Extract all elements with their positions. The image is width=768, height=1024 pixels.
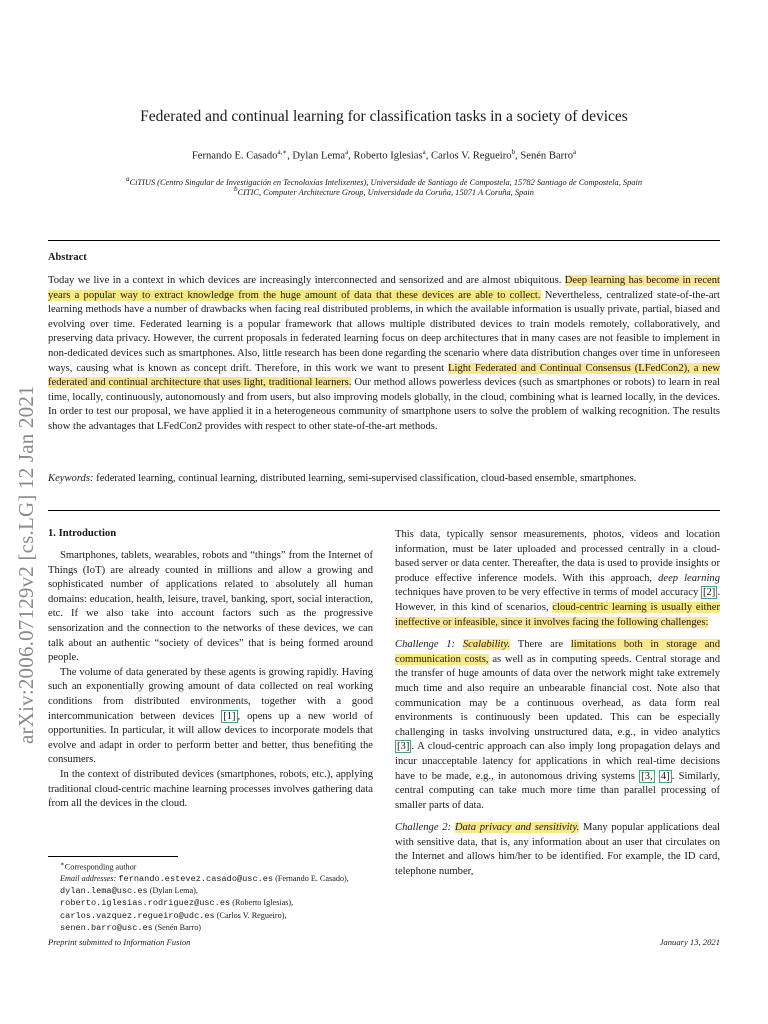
paragraph: Smartphones, tablets, wearables, robots and “things” from the Internet of Things (IoT) are already counted in millions and allow a growing and sophisticated number of applications related to absolutely all human domains: education, health, leisure, travel, banking, sport, social interaction, etc. If we also take into account factors such as the progressive sensorization and the connection to the networks of these devices, we can talk about an authentic “society of devices” that is being formed around people. [48,550,373,664]
footnotes [48,859,373,934]
paragraph-text: . However, in this kind of scenarios, [395,587,720,613]
keywords-label: Keywords: [48,473,94,484]
affiliation-text: CiTIUS (Centro Singular de Investigación en Tecnoloxías Intelixentes), Universidade de Santiago de Compostela, 15782 Santiago de Compostela, Spain [129,177,643,187]
author-list: Fernando E. Casado$^{a,∗}$, Dylan Lema$^a$, Roberto Iglesias$^a$, Carlos V. Regueiro$^b$, Senén Barro$^a$ [191,148,577,162]
affiliation-mark: b [234,185,238,193]
emphasis-text: deep learning [658,572,720,584]
author-name: Fernando E. Casado [191,150,278,162]
author-affiliation-mark: a [573,148,577,156]
abstract-text: Our method allows powerless devices (such as smartphones or robots) to learn in real time, locally, continuously, autonomously and from users, but also improving models globally, in the cloud, combining what is learned locally, in the devices. In order to test our proposal, we have applied it in a heterogeneous community of smartphone users to solve the problem of walking recognition. The results show the advantages that LFedCon2 provides with respect to other state-of-the-art methods. [48,377,720,432]
preprint-date: January 13, 2021 [659,937,720,947]
preprint-note: Preprint submitted to Information Fusion [48,937,191,947]
challenge-label: Challenge 2: [395,822,452,834]
paper-title: Federated and continual learning for classification tasks in a society of devices [140,108,628,125]
section-heading-introduction: 1. Introduction [48,528,117,539]
footnote-rule [48,856,178,857]
email-owner: (Carlos V. Regueiro), [216,910,287,920]
email-link[interactable]: dylan.lema@usc.es [60,886,148,897]
citation-link[interactable]: [1] [223,710,236,722]
citation-link[interactable]: [3] [397,741,410,753]
paragraph-text: as well as in computing speeds. Central storage and the transfer of huge amounts of data over the network might take extremely much time and also require an unbearable financial cost. Note also that communication may be a continuous overhead, as data form real environments is continuously been updated. This can be especially challenging in tasks involving unstructured data, e.g., in video analytics [395,653,721,738]
paragraph-text: The volume of data generated by these agents is growing rapidly. Having such an exponentially growing amount of data collected on real working conditions from distributed environments, together with a good intercommunication between devices [48,666,373,722]
email-owner: (Fernando E. Casado), [275,873,349,883]
abstract-body [48,274,720,435]
text-highlight[interactable]: cloud-centric learning is usually either ineffective or infeasible, since it involves facing the following challenges: [395,601,721,628]
email-link[interactable]: carlos.vazquez.regueiro@udc.es [60,910,215,921]
paragraph [395,528,720,630]
arxiv-stamp: arXiv:2006.07129v2 [cs.LG] 12 Jan 2021 [14,385,38,744]
citation-link[interactable]: [2] [702,587,716,599]
paragraph-text: . Similarly, central computing can take much more time than parallel processing of smaller parts of data. [395,770,720,811]
paragraph: In the context of distributed devices (smartphones, robots, etc.), applying traditional cloud-centric machine learning processes involves gathering data from all the devices in the cloud. [48,768,373,810]
paragraph-text: , opens up a new world of opportunities. In particular, it will allow devices to incorporate models that evolve and adapt in order to perform better and better, thus benefiting the consumers. [48,710,373,766]
paragraph [48,666,373,768]
abstract-text: Today we live in a context in which devices are increasingly interconnected and sensorized and are almost ubiquitous. [48,275,562,286]
abstract-text: Nevertheless, centralized state-of-the-art learning methods have a number of drawbacks when facing real distributed problems, in which the available information is usually private, partial, biased and evolving over time. Federated learning is a popular framework that allows multiple distributed devices to train models remotely, collaboratively, and preserving data privacy. However, the current proposals in federated learning focus on deep architectures that in many cases are not feasible to implement in non-dedicated devices such as smartphones. Also, little research has been done regarding the scenario where data distribution changes over time in unforeseen ways, causing what is known as concept drift. Therefore, in this work we want to present [48,289,720,374]
email-owner: (Dylan Lema), [149,886,198,896]
footnote-mark: ∗ [60,860,65,868]
keywords-rule [48,510,720,511]
affiliation-text: CITIC, Computer Architecture Group, Universidade da Coruña, 15071 A Coruña, Spain [237,187,534,197]
email-owner: (Senén Barro) [154,922,202,932]
paragraph-text: . A cloud-centric approach can also imply long propagation delays and incur unacceptable latency for applications in which real-time decisions have to be made, e.g., in autonomous driving systems [395,741,720,782]
header-rule [48,240,720,241]
email-link[interactable]: fernando.estevez.casado@usc.es [118,873,274,884]
citation-link[interactable]: 4] [660,770,670,782]
author-name: Roberto Iglesias [353,150,423,162]
paragraph-text: This data, typically sensor measurements, photos, videos and location information, must be later uploaded and processed centrally in a cloud-based server or data center. Thereafter, the data is used to provide insights or produce effective inference models. With this approach, [395,529,720,584]
email-link[interactable]: senen.barro@usc.es [60,922,153,933]
right-column [395,528,720,880]
footnote-emails [48,873,373,934]
affiliation-b [0,185,768,197]
author-name: Senén Barro [520,150,574,162]
challenge-title-highlight[interactable]: Scalability. [462,639,511,651]
left-column [48,549,373,812]
footnote-text: Corresponding author [64,862,137,872]
email-link[interactable]: roberto.iglesias.rodriguez@usc.es [60,898,231,909]
author-affiliation-mark: a,∗ [277,148,288,156]
affiliation-mark: a [125,175,130,183]
email-owner: (Roberto Iglesias), [232,898,294,908]
challenge-label: Challenge 1: [395,639,456,651]
citation-link[interactable]: [3, [641,770,653,782]
paragraph-challenge-2 [395,821,720,879]
challenge-title-highlight[interactable]: Data privacy and sensitivity. [454,822,580,834]
keywords [48,472,720,487]
abstract-highlight[interactable]: Deep learning has become in recent years a popular way to extract knowledge from the huge amount of data that these devices are able to collect. [48,275,720,301]
email-label: Email addresses: [60,873,117,883]
paragraph-challenge-1 [395,638,720,813]
author-name: Carlos V. Regueiro [431,150,512,162]
author-affiliation-mark: a [422,148,426,156]
abstract-highlight[interactable]: Light Federated and Continual Consensus (LFedCon2), a new federated and continual architecture that uses light, traditional learners. [48,362,720,389]
text-highlight[interactable]: limitations both in storage and communication costs, [395,639,720,665]
abstract-heading: Abstract [48,252,87,263]
author-affiliation-mark: b [511,148,516,156]
footnote-corresponding [48,859,373,873]
paragraph-text: techniques have proven to be very effective in terms of model accuracy [395,587,699,599]
author-name: Dylan Lema [292,150,346,162]
keywords-text: federated learning, continual learning, distributed learning, semi-supervised classification, cloud-based ensemble, smartphones. [96,473,637,484]
paragraph-text: Many popular applications deal with sensitive data, that is, any information about an user that circulates on the Internet and allows him/her to be identified. For example, the ID card, telephone number, [395,822,721,878]
author-affiliation-mark: a [345,148,349,156]
paragraph-text: There are [517,639,564,651]
